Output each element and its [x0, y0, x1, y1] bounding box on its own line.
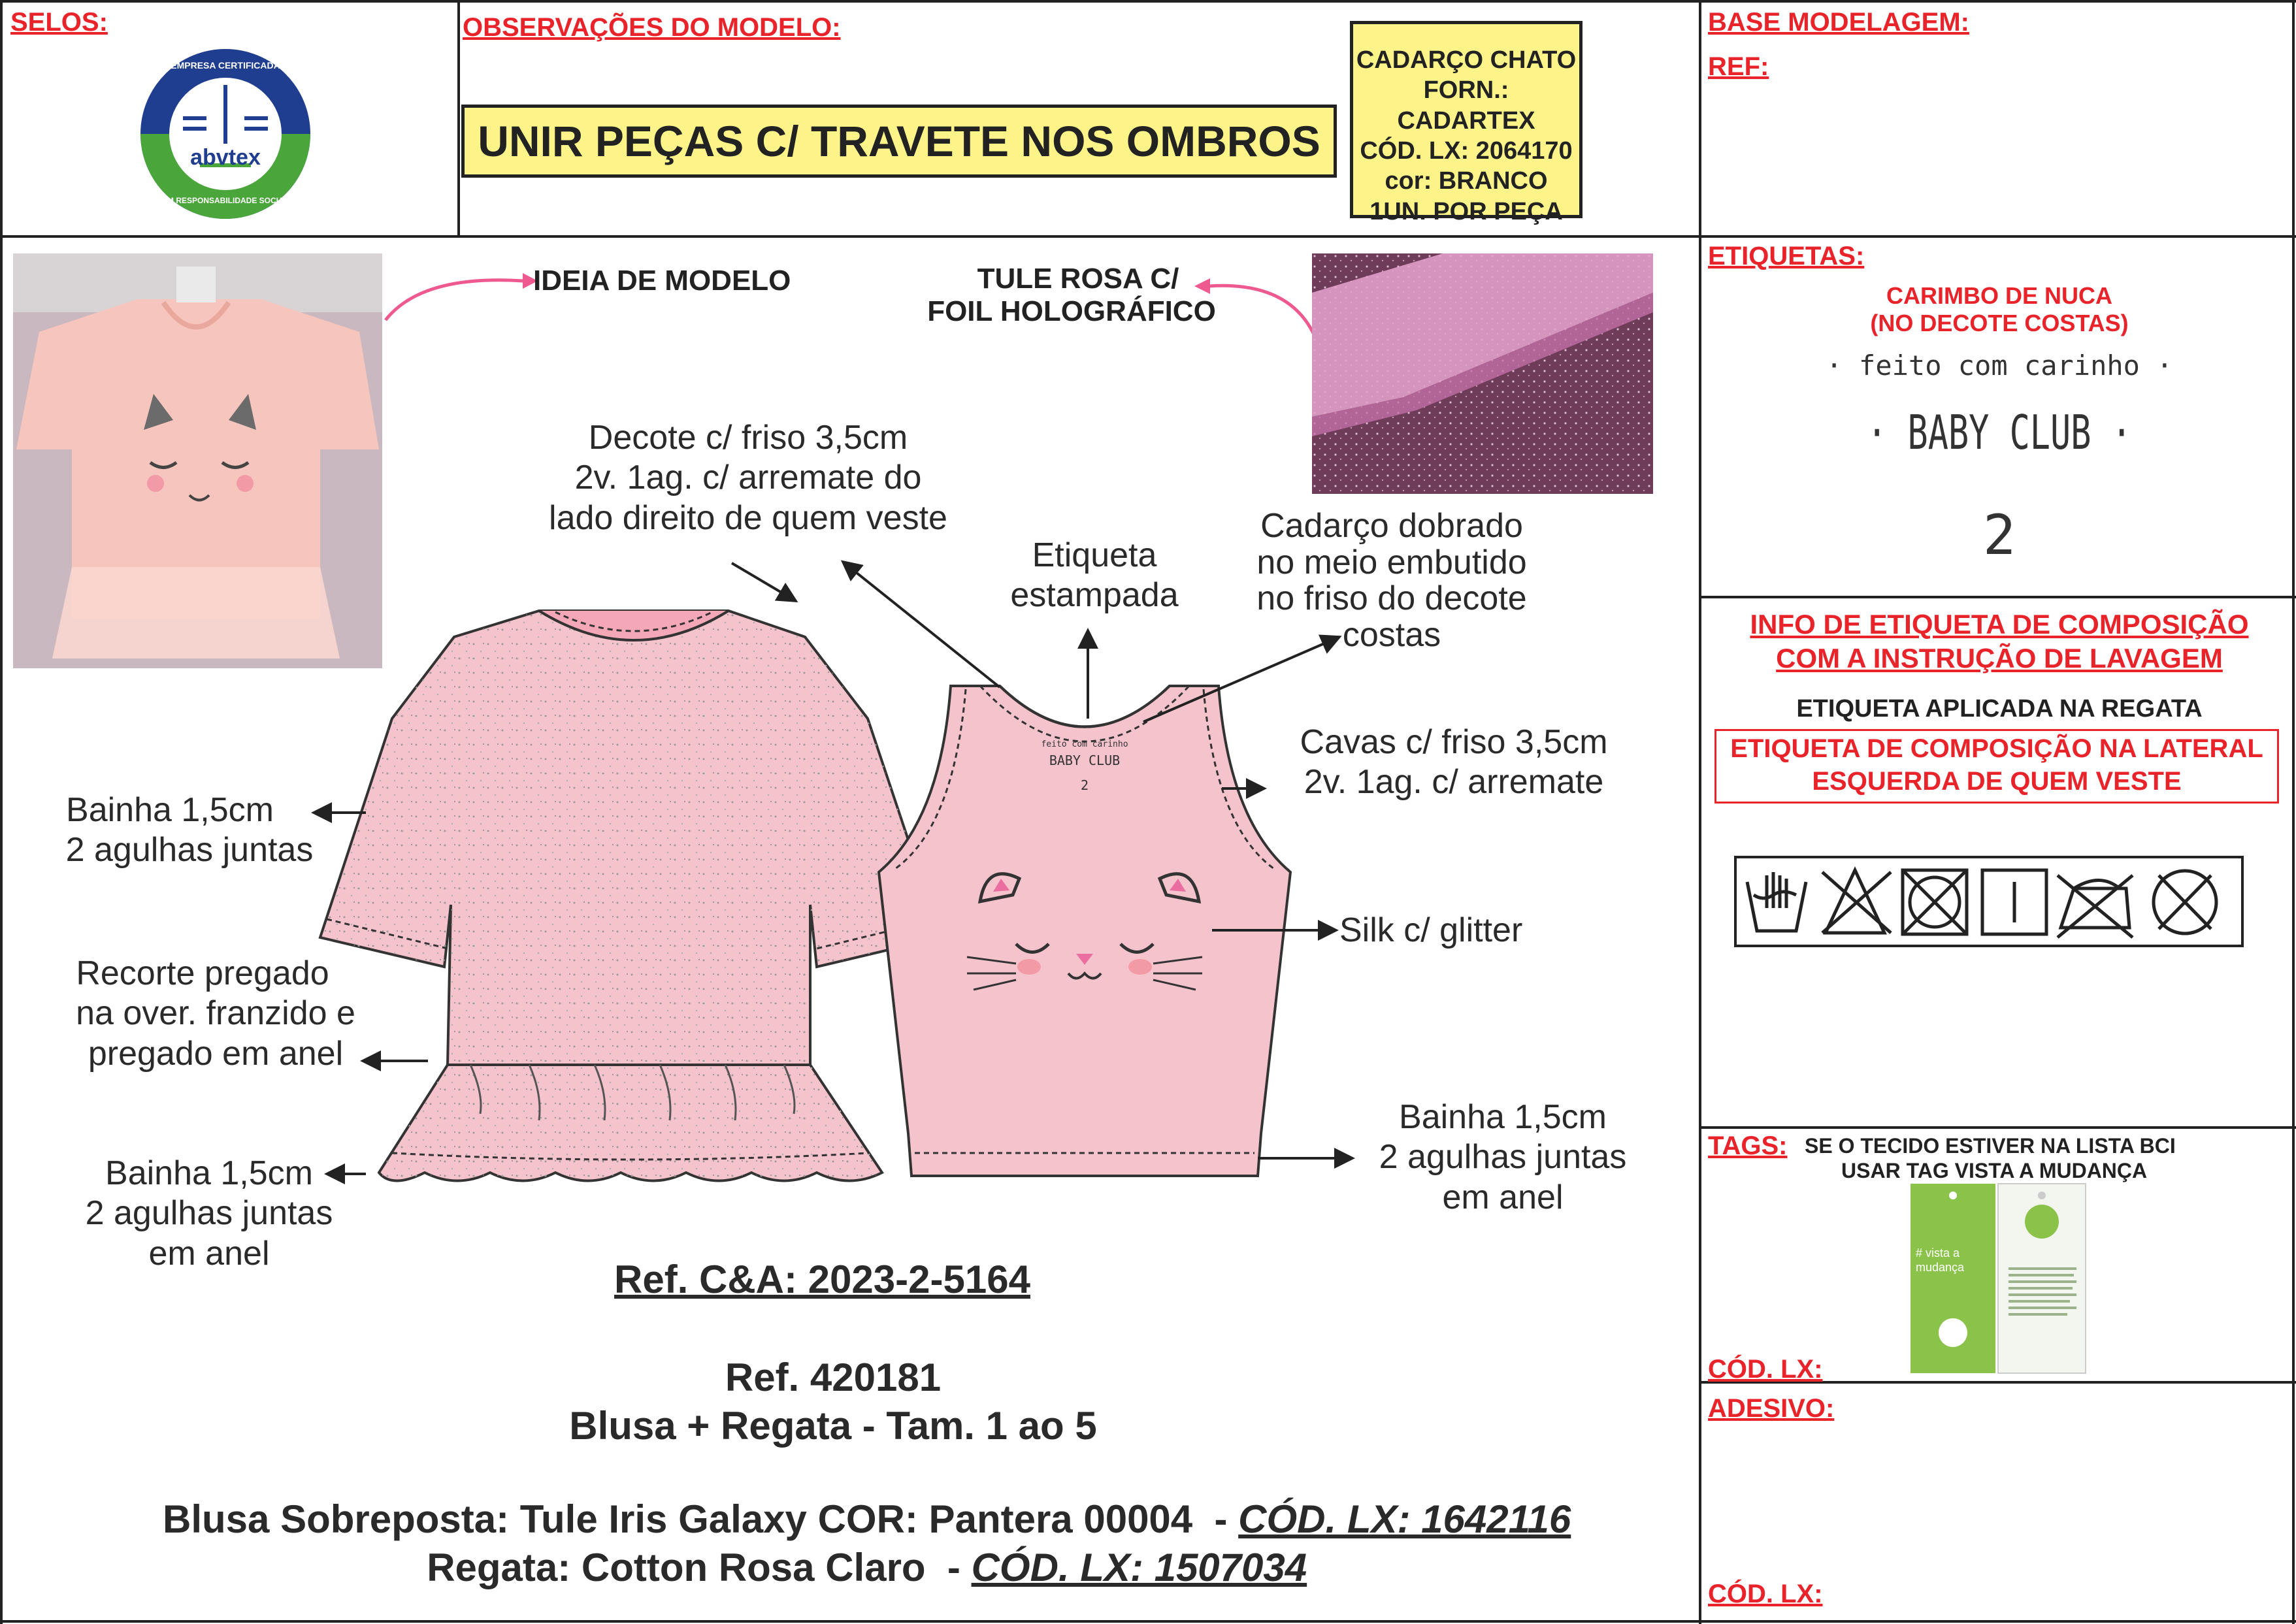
ref-code: Ref. 420181: [725, 1356, 942, 1399]
cadarco-line-2: FORN.: CADARTEX: [1397, 76, 1535, 135]
bainha-blusa-line-1: Bainha 1,5cm: [105, 1154, 313, 1192]
blusa-line-text: Blusa Sobreposta: Tule Iris Galaxy COR: Pantera 00004 -: [163, 1497, 1239, 1541]
cadarco-line-5: 1UN. POR PEÇA: [1369, 197, 1563, 225]
cadarco-line-4: cor: BRANCO: [1385, 167, 1548, 195]
stamp-line-1: · feito com carinho ·: [1826, 349, 2173, 382]
obs-box: UNIR PEÇAS C/ TRAVETE NOS OMBROS: [461, 105, 1337, 178]
info-composicao-line-2: COM A INSTRUÇÃO DE LAVAGEM: [1776, 643, 2223, 674]
bainha-regata-line-3: em anel: [1442, 1178, 1564, 1216]
bainha-manga-line-2: 2 agulhas juntas: [65, 831, 314, 869]
cadarco-dobrado-line-4: costas: [1342, 615, 1441, 654]
blusa-line-code: CÓD. LX: 1642116: [1238, 1497, 1571, 1541]
cadarco-line-3: CÓD. LX: 2064170: [1360, 137, 1573, 165]
ideia-label: IDEIA DE MODELO: [533, 265, 791, 297]
tank-label-2: BABY CLUB: [1049, 753, 1121, 768]
seal-bottom-text: EM RESPONSABILIDADE SOCIAL: [161, 196, 289, 205]
stamp-line-3: 2: [1982, 503, 2016, 567]
stamp-line-2: · BABY CLUB ·: [1867, 405, 2132, 460]
etiqueta-line-2: estampada: [1010, 576, 1179, 615]
composicao-line-1: ETIQUETA DE COMPOSIÇÃO NA LATERAL: [1730, 734, 2263, 763]
composicao-line-2: ESQUERDA DE QUEM VESTE: [1812, 767, 2182, 796]
cadarco-arrow: [1143, 637, 1339, 722]
selos-title: SELOS:: [10, 8, 108, 37]
carimbo-line-2: (NO DECOTE COSTAS): [1870, 310, 2129, 336]
etiqueta-aplicada: ETIQUETA APLICADA NA REGATA: [1796, 695, 2203, 723]
silk-note: Silk c/ glitter: [1339, 911, 1523, 949]
base-modelagem-title: BASE MODELAGEM:: [1708, 8, 1969, 37]
recorte-line-3: pregado em anel: [88, 1034, 344, 1073]
tags-note-2: USAR TAG VISTA A MUDANÇA: [1841, 1159, 2148, 1182]
recorte-line-2: na over. franzido e: [76, 994, 355, 1033]
cadarco-dobrado-line-1: Cadarço dobrado: [1260, 507, 1523, 545]
seal-brand: abvtex: [190, 145, 261, 170]
tule-label-1: TULE ROSA C/: [977, 263, 1179, 295]
recorte-line-1: Recorte pregado: [76, 954, 329, 992]
carimbo-line-1: CARIMBO DE NUCA: [1886, 282, 2112, 309]
tule-label-2: FOIL HOLOGRÁFICO: [927, 295, 1216, 327]
etiqueta-line-1: Etiqueta: [1032, 536, 1157, 574]
bainha-blusa-line-2: 2 agulhas juntas: [85, 1194, 333, 1233]
info-composicao-line-1: INFO DE ETIQUETA DE COMPOSIÇÃO: [1750, 609, 2249, 640]
tags-note-1: SE O TECIDO ESTIVER NA LISTA BCI: [1805, 1134, 2176, 1158]
adesivo-title: ADESIVO:: [1708, 1394, 1835, 1423]
cavas-line-2: 2v. 1ag. c/ arremate: [1304, 763, 1604, 802]
tank-label-1: feito com carinho: [1041, 739, 1128, 749]
tags-title: TAGS:: [1708, 1131, 1788, 1160]
decote-tank-arrow: [843, 562, 1000, 687]
regata-line: [26, 1500, 1686, 1590]
cadarco-line-1: CADARÇO CHATO: [1356, 46, 1577, 74]
etiquetas-title: ETIQUETAS:: [1708, 242, 1865, 270]
tag-text: # vista a mudança: [1916, 1246, 1965, 1274]
obs-title: OBSERVAÇÕES DO MODELO:: [463, 13, 841, 42]
product-line: Blusa + Regata - Tam. 1 ao 5: [569, 1404, 1097, 1448]
cod-lx-adesivo: CÓD. LX:: [1708, 1580, 1823, 1608]
cod-lx-tags: CÓD. LX:: [1708, 1355, 1823, 1384]
decote-line-1: Decote c/ friso 3,5cm: [588, 419, 908, 457]
seal-top-text: EMPRESA CERTIFICADA: [171, 60, 280, 71]
ca-reference: Ref. C&A: 2023-2-5164: [614, 1258, 1030, 1301]
ref-title: REF:: [1708, 52, 1769, 81]
bainha-manga-line-1: Bainha 1,5cm: [66, 791, 274, 829]
decote-line-3: lado direito de quem veste: [549, 498, 947, 537]
cavas-line-1: Cavas c/ friso 3,5cm: [1300, 723, 1608, 761]
decote-line-2: 2v. 1ag. c/ arremate do: [574, 459, 922, 497]
decote-arrow: [732, 563, 796, 601]
vista-mudanca-tag: [1909, 1182, 2087, 1376]
cadarco-dobrado-line-2: no meio embutido: [1256, 543, 1527, 581]
regata-line-text: Regata: Cotton Rosa Claro -: [427, 1546, 972, 1589]
care-symbols: [1734, 856, 2244, 947]
cadarco-dobrado-line-3: no friso do decote: [1256, 579, 1527, 618]
bainha-regata-line-2: 2 agulhas juntas: [1379, 1138, 1627, 1177]
bainha-blusa-line-3: em anel: [148, 1234, 270, 1273]
bainha-regata-line-1: Bainha 1,5cm: [1399, 1098, 1607, 1136]
tank-label-3: 2: [1080, 777, 1089, 793]
regata-line-code: CÓD. LX: 1507034: [971, 1546, 1307, 1589]
